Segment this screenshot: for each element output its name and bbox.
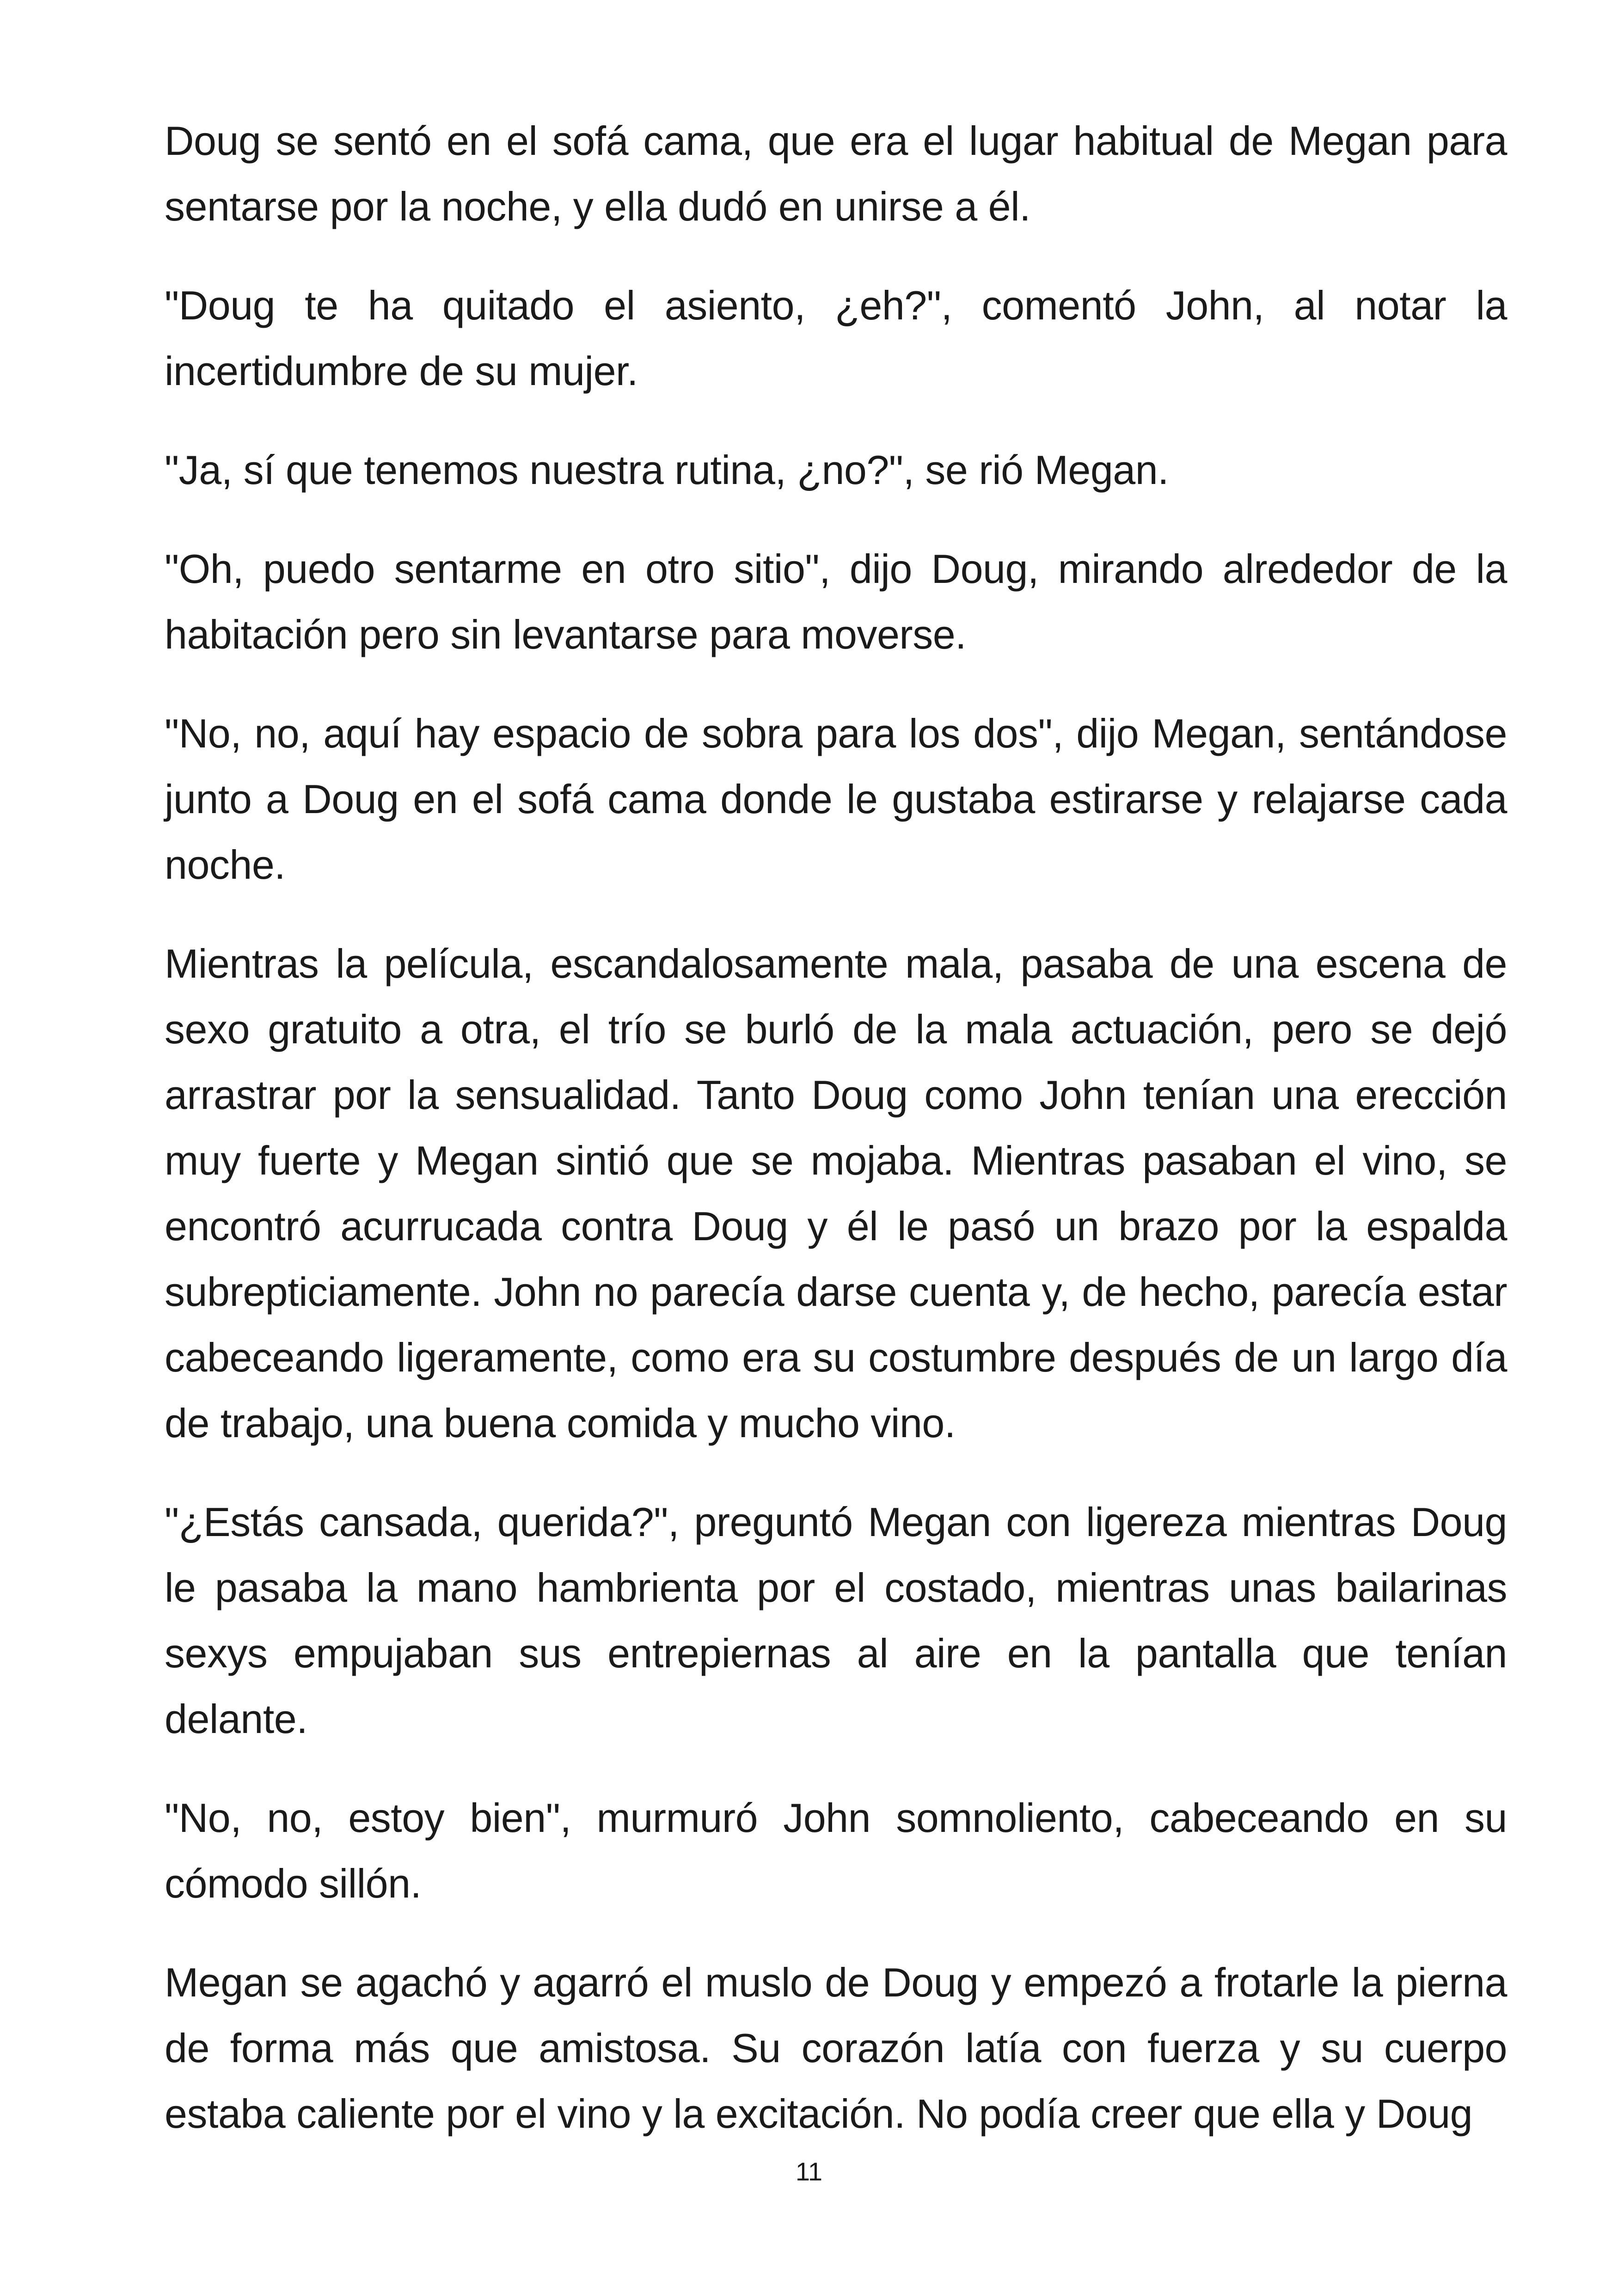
paragraph-2: "Doug te ha quitado el asiento, ¿eh?", comentó John, al notar la incertidumbre de su mujer. (165, 282, 1507, 394)
page-body (165, 108, 1507, 2180)
paragraph-8: "No, no, estoy bien", murmuró John somnoliento, cabeceando en su cómodo sillón. (165, 1795, 1507, 1906)
page-number: 11 (795, 2157, 823, 2186)
paragraph-3: "Ja, sí que tenemos nuestra rutina, ¿no?", se rió Megan. (165, 447, 1169, 493)
paragraph-9: Megan se agachó y agarró el muslo de Doug y empezó a frotarle la pierna de forma más que amistosa. Su corazón latía con fuerza y su cuerpo estaba caliente por el vino y la excitación. No podía creer que ella y Doug (165, 1959, 1507, 2137)
paragraph-6: Mientras la película, escandalosamente mala, pasaba de una escena de sexo gratuito a otra, el trío se burló de la mala actuación, pero se dejó arrastrar por la sensualidad. Tanto Doug como John tenían una erección muy fuerte y Megan sintió que se mojaba. Mientras pasaban el vino, se encontró acurrucada contra Doug y él le pasó un brazo por la espalda subrepticiamente. John no parecía darse cuenta y, de hecho, parecía estar cabeceando ligeramente, como era su costumbre después de un largo día de trabajo, una buena comida y mucho vino. (165, 941, 1507, 1446)
paragraph-5: "No, no, aquí hay espacio de sobra para los dos", dijo Megan, sentándose junto a Doug en el sofá cama donde le gustaba estirarse y relajarse cada noche. (165, 710, 1507, 888)
paragraph-4: "Oh, puedo sentarme en otro sitio", dijo Doug, mirando alrededor de la habitación pero sin levantarse para moverse. (165, 546, 1507, 657)
paragraph-7: "¿Estás cansada, querida?", preguntó Megan con ligereza mientras Doug le pasaba la mano hambrienta por el costado, mientras unas bailarinas sexys empujaban sus entrepiernas al aire en la pantalla que tenían delante. (165, 1499, 1507, 1742)
paragraph-1: Doug se sentó en el sofá cama, que era el lugar habitual de Megan para sentarse por la noche, y ella dudó en unirse a él. (165, 118, 1507, 229)
